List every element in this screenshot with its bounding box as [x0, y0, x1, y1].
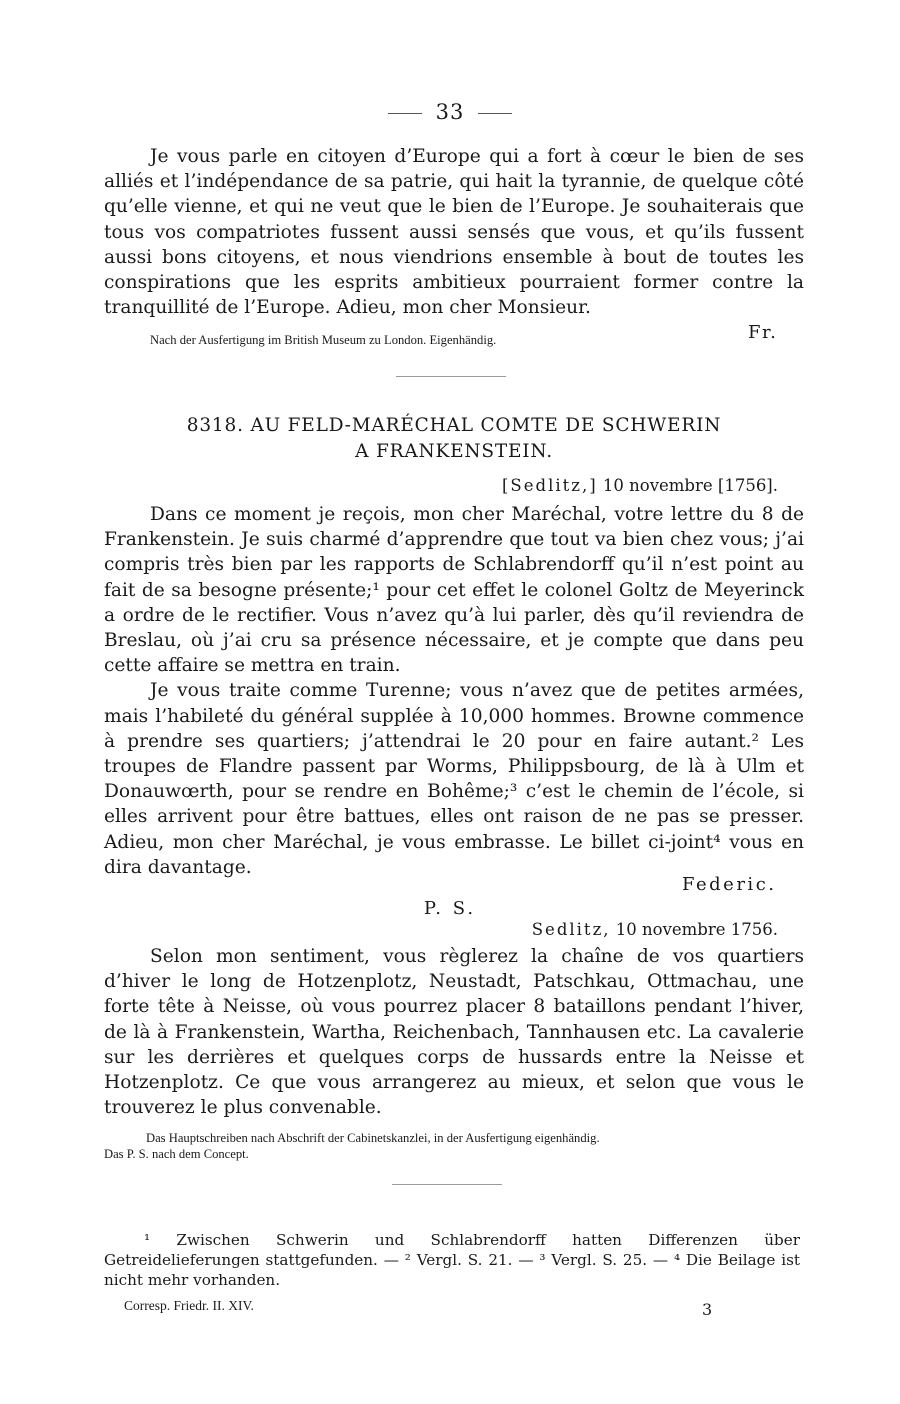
signature-mark: 3 — [702, 1300, 713, 1319]
postscript-label: P. S. — [423, 898, 477, 919]
dateline-date: 10 novembre [1756]. — [602, 476, 778, 495]
letter-paragraph-1: Dans ce moment je reçois, mon cher Maréchal, votre lettre du 8 de Frankenstein. Je suis charmé d’apprendre que tout va bien chez vous; j’ai compris très bien par les rapports de Schlabrendorff qu’il n’est point au fait de sa besogne présente;¹ pour cet effet le colonel Goltz de Meyerinck a ordre de le rectifier. Vous n’avez qu’à lui parler, dès qu’il reviendra de Breslau, où j’ai cru sa présence nécessaire, et je compte que dans peu cette affaire se mettra en train. — [104, 504, 804, 677]
footnotes-text: ¹ Zwischen Schwerin und Schlabrendorff hatten Differenzen über Getreidelieferungen stattgefunden. — ² Vergl. S. 21. — ³ Vergl. S. 25. — ⁴ Die Beilage ist nicht mehr vorhanden. — [104, 1231, 800, 1289]
page-number-dash-left — [388, 113, 422, 114]
page-number-dash-right — [478, 113, 512, 114]
letter-heading-line1: 8318. AU FELD-MARÉCHAL COMTE DE SCHWERIN — [186, 415, 722, 436]
ps-dateline-place: Sedlitz, — [531, 920, 611, 939]
dateline-place: [Sedlitz,] — [502, 476, 598, 495]
letter-heading-line2: A FRANKENSTEIN. — [355, 441, 553, 462]
source-note-line2: Das P. S. nach dem Concept. — [104, 1147, 249, 1161]
previous-letter-signature: Fr. — [748, 322, 778, 343]
postscript-dateline — [532, 920, 778, 939]
separator-rule-2 — [392, 1184, 502, 1185]
previous-letter-paragraph: Je vous parle en citoyen d’Europe qui a fort à cœur le bien de ses alliés et l’indépendance de sa patrie, qui hait la tyrannie, de quelque côté qu’elle vienne, et qui ne veut que le bien de l’Europe. Je souhaiterais que tous vos compatriotes fussent aussi sensés que vous, et qu’ils fussent aussi bons citoyens, et nous viendrions ensemble à bout de toutes les conspirations que les esprits ambitieux pourraient former contre la tranquillité de l’Europe. Adieu, mon cher Monsieur. — [104, 146, 804, 319]
ps-dateline-date: 10 novembre 1756. — [615, 920, 778, 939]
letter-source-note — [104, 1130, 804, 1162]
separator-rule — [396, 376, 506, 377]
previous-letter-source-note — [150, 332, 670, 348]
source-note: Nach der Ausfertigung im British Museum zu London. Eigenhändig. — [150, 333, 497, 347]
postscript-body — [104, 944, 804, 1120]
series-footer: Corresp. Friedr. II. XIV. — [124, 1298, 254, 1313]
page-number — [0, 100, 900, 124]
postscript-paragraph: Selon mon sentiment, vous règlerez la chaîne de vos quartiers d’hiver le long de Hotzenplotz, Neustadt, Patschkau, Ottmachau, une forte tête à Neisse, où vous pourrez placer 8 bataillons pendant l’hiver, de là à Frankenstein, Wartha, Reichenbach, Tannhausen etc. La cavalerie sur les derrières et quelques corps de hussards entre la Neisse et Hotzenplotz. Ce que vous arrangerez au mieux, et selon que vous le trouverez le plus convenable. — [104, 946, 804, 1119]
previous-letter-ending — [104, 144, 804, 320]
letter-body — [104, 502, 804, 880]
page-number-value: 33 — [435, 100, 465, 124]
letter-signature: Federic. — [682, 874, 777, 895]
letter-dateline — [502, 476, 778, 495]
source-note-line1: Das Hauptschreiben nach Abschrift der Cabinetskanzlei, in der Ausfertigung eigenhändig. — [146, 1131, 600, 1145]
letter-paragraph-2: Je vous traite comme Turenne; vous n’avez que de petites armées, mais l’habileté du général supplée à 10,000 hommes. Browne commence à prendre ses quartiers; j’attendrai le 20 pour en faire autant.² Les troupes de Flandre passent par Worms, Philippsbourg, de là à Ulm et Donauwœrth, pour se rendre en Bohême;³ c’est le chemin de l’école, si elles arrivent pour être battues, elles ont raison de ne pas se presser. Adieu, mon cher Maréchal, je vous embrasse. Le billet ci-joint⁴ vous en dira davantage. — [104, 680, 804, 878]
footnotes — [104, 1230, 800, 1290]
